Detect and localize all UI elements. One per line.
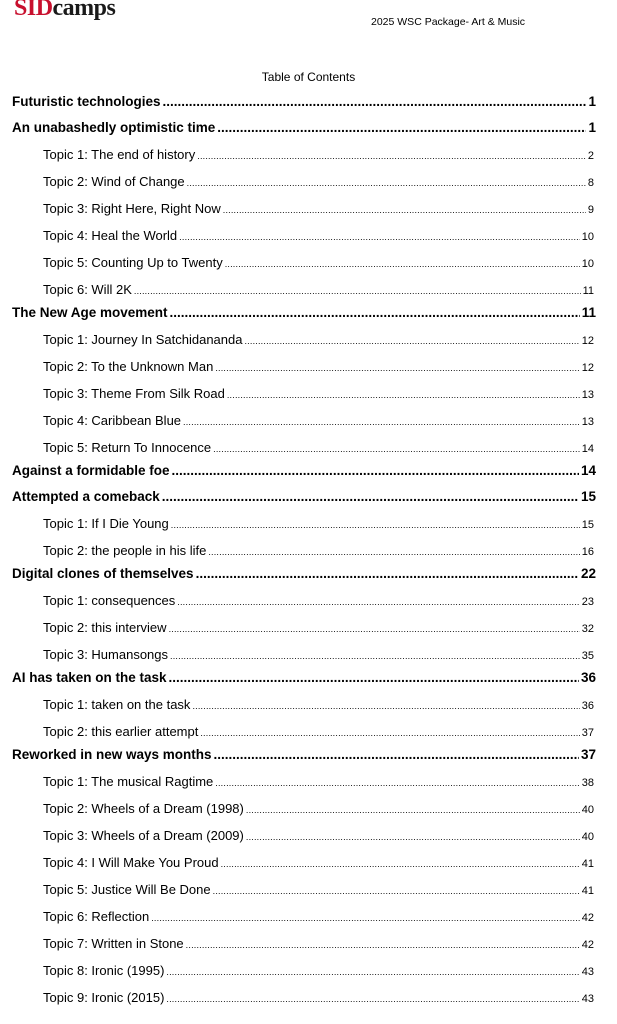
toc-entry-title: Topic 7: Written in Stone: [43, 936, 184, 951]
toc-entry-title: Topic 2: Wheels of a Dream (1998): [43, 801, 244, 816]
toc-dot-leader: [169, 620, 580, 635]
toc-dot-leader: [213, 882, 580, 897]
toc-page-number: 9: [587, 204, 594, 216]
toc-dot-leader: [196, 566, 579, 581]
toc-dot-leader: [169, 670, 579, 685]
toc-page-number: 10: [581, 258, 594, 270]
toc-topic-entry[interactable]: [43, 855, 594, 870]
toc-dot-leader: [197, 147, 586, 162]
toc-entry-title: Topic 1: The end of history: [43, 147, 196, 162]
toc-section-entry[interactable]: [12, 463, 596, 478]
toc-topic-entry[interactable]: [43, 828, 594, 843]
toc-topic-entry[interactable]: [43, 386, 594, 401]
toc-page-number: 36: [581, 700, 594, 712]
toc-dot-leader: [223, 201, 586, 216]
toc-page-number: 23: [581, 596, 594, 608]
toc-section-entry[interactable]: [12, 747, 596, 762]
toc-entry-title: Topic 3: Wheels of a Dream (2009): [43, 828, 244, 843]
toc-page-number: 14: [581, 443, 594, 455]
toc-entry-title: Against a formidable foe: [12, 463, 170, 478]
toc-dot-leader: [244, 332, 579, 347]
toc-topic-entry[interactable]: [43, 697, 594, 712]
toc-page-number: 43: [581, 966, 594, 978]
toc-entry-title: Topic 1: If I Die Young: [43, 516, 169, 531]
toc-page-number: 11: [582, 285, 594, 297]
toc-dot-leader: [166, 990, 579, 1005]
toc-section-entry[interactable]: [12, 94, 596, 109]
toc-topic-entry[interactable]: [43, 909, 594, 924]
toc-topic-entry[interactable]: [43, 963, 594, 978]
toc-section-entry[interactable]: [12, 566, 596, 581]
toc-dot-leader: [227, 386, 580, 401]
toc-topic-entry[interactable]: [43, 440, 594, 455]
toc-topic-entry[interactable]: [43, 990, 594, 1005]
toc-entry-title: Topic 2: this earlier attempt: [43, 724, 199, 739]
toc-topic-entry[interactable]: [43, 201, 594, 216]
toc-topic-entry[interactable]: [43, 174, 594, 189]
toc-dot-leader: [172, 463, 579, 478]
toc-page-number: 37: [581, 727, 594, 739]
toc-topic-entry[interactable]: [43, 801, 594, 816]
toc-topic-entry[interactable]: [43, 647, 594, 662]
toc-page-number: 40: [581, 804, 594, 816]
toc-dot-leader: [163, 94, 587, 109]
toc-page-number: 13: [581, 389, 594, 401]
toc-section-entry[interactable]: [12, 489, 596, 504]
toc-page-number: 16: [581, 546, 594, 558]
toc-topic-entry[interactable]: [43, 255, 594, 270]
toc-page-number: 41: [581, 858, 594, 870]
toc-dot-leader: [171, 516, 580, 531]
toc-topic-entry[interactable]: [43, 516, 594, 531]
toc-dot-leader: [221, 855, 580, 870]
toc-dot-leader: [170, 305, 580, 320]
toc-page-number: 43: [581, 993, 594, 1005]
document-header-title: 2025 WSC Package- Art & Music: [371, 16, 526, 28]
toc-entry-title: The New Age movement: [12, 305, 168, 320]
toc-page-number: 14: [580, 463, 596, 478]
toc-page-number: 2: [587, 150, 594, 162]
toc-page-number: 15: [581, 519, 594, 531]
toc-dot-leader: [217, 120, 586, 135]
toc-entry-title: Topic 5: Counting Up to Twenty: [43, 255, 223, 270]
toc-page-number: 38: [581, 777, 594, 789]
toc-topic-entry[interactable]: [43, 724, 594, 739]
toc-entry-title: Topic 6: Will 2K: [43, 282, 132, 297]
toc-dot-leader: [179, 228, 580, 243]
toc-dot-leader: [162, 489, 579, 504]
toc-topic-entry[interactable]: [43, 936, 594, 951]
logo-word: camps: [52, 0, 116, 21]
toc-entry-title: Topic 8: Ironic (1995): [43, 963, 165, 978]
toc-topic-entry[interactable]: [43, 882, 594, 897]
toc-dot-leader: [183, 413, 580, 428]
toc-topic-entry[interactable]: [43, 593, 594, 608]
toc-entry-title: Reworked in new ways months: [12, 747, 212, 762]
toc-entry-title: Topic 4: Caribbean Blue: [43, 413, 182, 428]
toc-entry-title: Topic 2: Wind of Change: [43, 174, 185, 189]
toc-topic-entry[interactable]: [43, 147, 594, 162]
toc-entry-title: Topic 1: The musical Ragtime: [43, 774, 214, 789]
toc-entry-title: Attempted a comeback: [12, 489, 160, 504]
toc-page-number: 35: [581, 650, 594, 662]
toc-topic-entry[interactable]: [43, 413, 594, 428]
toc-topic-entry[interactable]: [43, 543, 594, 558]
toc-page-number: 36: [580, 670, 596, 685]
toc-dot-leader: [246, 801, 580, 816]
toc-page-number: 32: [581, 623, 594, 635]
toc-entry-title: Topic 9: Ironic (2015): [43, 990, 165, 1005]
toc-page-number: 42: [581, 912, 594, 924]
logo-mark: SID: [14, 0, 53, 21]
logo: [14, 0, 115, 20]
toc-dot-leader: [215, 774, 579, 789]
toc-dot-leader: [225, 255, 580, 270]
toc-entry-title: Topic 2: this interview: [43, 620, 167, 635]
toc-entry-title: Topic 5: Return To Innocence: [43, 440, 212, 455]
toc-topic-entry[interactable]: [43, 620, 594, 635]
toc-dot-leader: [213, 440, 580, 455]
toc-entry-title: Topic 3: Right Here, Right Now: [43, 201, 221, 216]
toc-entry-title: Topic 1: consequences: [43, 593, 176, 608]
toc-dot-leader: [166, 963, 579, 978]
toc-dot-leader: [214, 747, 579, 762]
toc-topic-entry[interactable]: [43, 282, 594, 297]
toc-page-number: 13: [581, 416, 594, 428]
toc-entry-title: Topic 5: Justice Will Be Done: [43, 882, 211, 897]
toc-page-number: 22: [580, 566, 596, 581]
toc-dot-leader: [151, 909, 580, 924]
toc-section-entry[interactable]: [12, 305, 596, 320]
toc-page-number: 12: [581, 362, 594, 374]
toc-page-number: 40: [581, 831, 594, 843]
toc-page-number: 41: [581, 885, 594, 897]
toc-page-number: 10: [581, 231, 594, 243]
toc-dot-leader: [192, 697, 579, 712]
toc-entry-title: Topic 6: Reflection: [43, 909, 150, 924]
toc-dot-leader: [208, 543, 579, 558]
toc-dot-leader: [134, 282, 581, 297]
toc-entry-title: Topic 3: Humansongs: [43, 647, 169, 662]
toc-page-number: 1: [588, 120, 596, 135]
toc-entry-title: Digital clones of themselves: [12, 566, 194, 581]
toc-page-number: 12: [581, 335, 594, 347]
toc-entry-title: Topic 4: Heal the World: [43, 228, 178, 243]
toc-topic-entry[interactable]: [43, 774, 594, 789]
toc-page-number: 37: [580, 747, 596, 762]
toc-dot-leader: [187, 174, 586, 189]
toc-dot-leader: [170, 647, 580, 662]
toc-heading: Table of Contents: [261, 70, 356, 84]
toc-page-number: 42: [581, 939, 594, 951]
toc-dot-leader: [200, 724, 579, 739]
toc-dot-leader: [186, 936, 580, 951]
toc-entry-title: Topic 4: I Will Make You Proud: [43, 855, 219, 870]
toc-page-number: 1: [588, 94, 596, 109]
toc-section-entry[interactable]: [12, 120, 596, 135]
toc-page-number: 15: [580, 489, 596, 504]
toc-entry-title: Topic 2: the people in his life: [43, 543, 207, 558]
toc-dot-leader: [215, 359, 579, 374]
toc-entry-title: Futuristic technologies: [12, 94, 161, 109]
toc-page-number: 8: [587, 177, 594, 189]
toc-entry-title: Topic 2: To the Unknown Man: [43, 359, 214, 374]
toc-entry-title: AI has taken on the task: [12, 670, 167, 685]
toc-dot-leader: [246, 828, 580, 843]
toc-entry-title: Topic 3: Theme From Silk Road: [43, 386, 225, 401]
toc-topic-entry[interactable]: [43, 228, 594, 243]
toc-section-entry[interactable]: [12, 670, 596, 685]
toc-topic-entry[interactable]: [43, 359, 594, 374]
toc-entry-title: Topic 1: Journey In Satchidananda: [43, 332, 243, 347]
toc-topic-entry[interactable]: [43, 332, 594, 347]
toc-entry-title: An unabashedly optimistic time: [12, 120, 216, 135]
toc-page-number: 11: [581, 305, 596, 320]
toc-entry-title: Topic 1: taken on the task: [43, 697, 191, 712]
toc-dot-leader: [177, 593, 579, 608]
